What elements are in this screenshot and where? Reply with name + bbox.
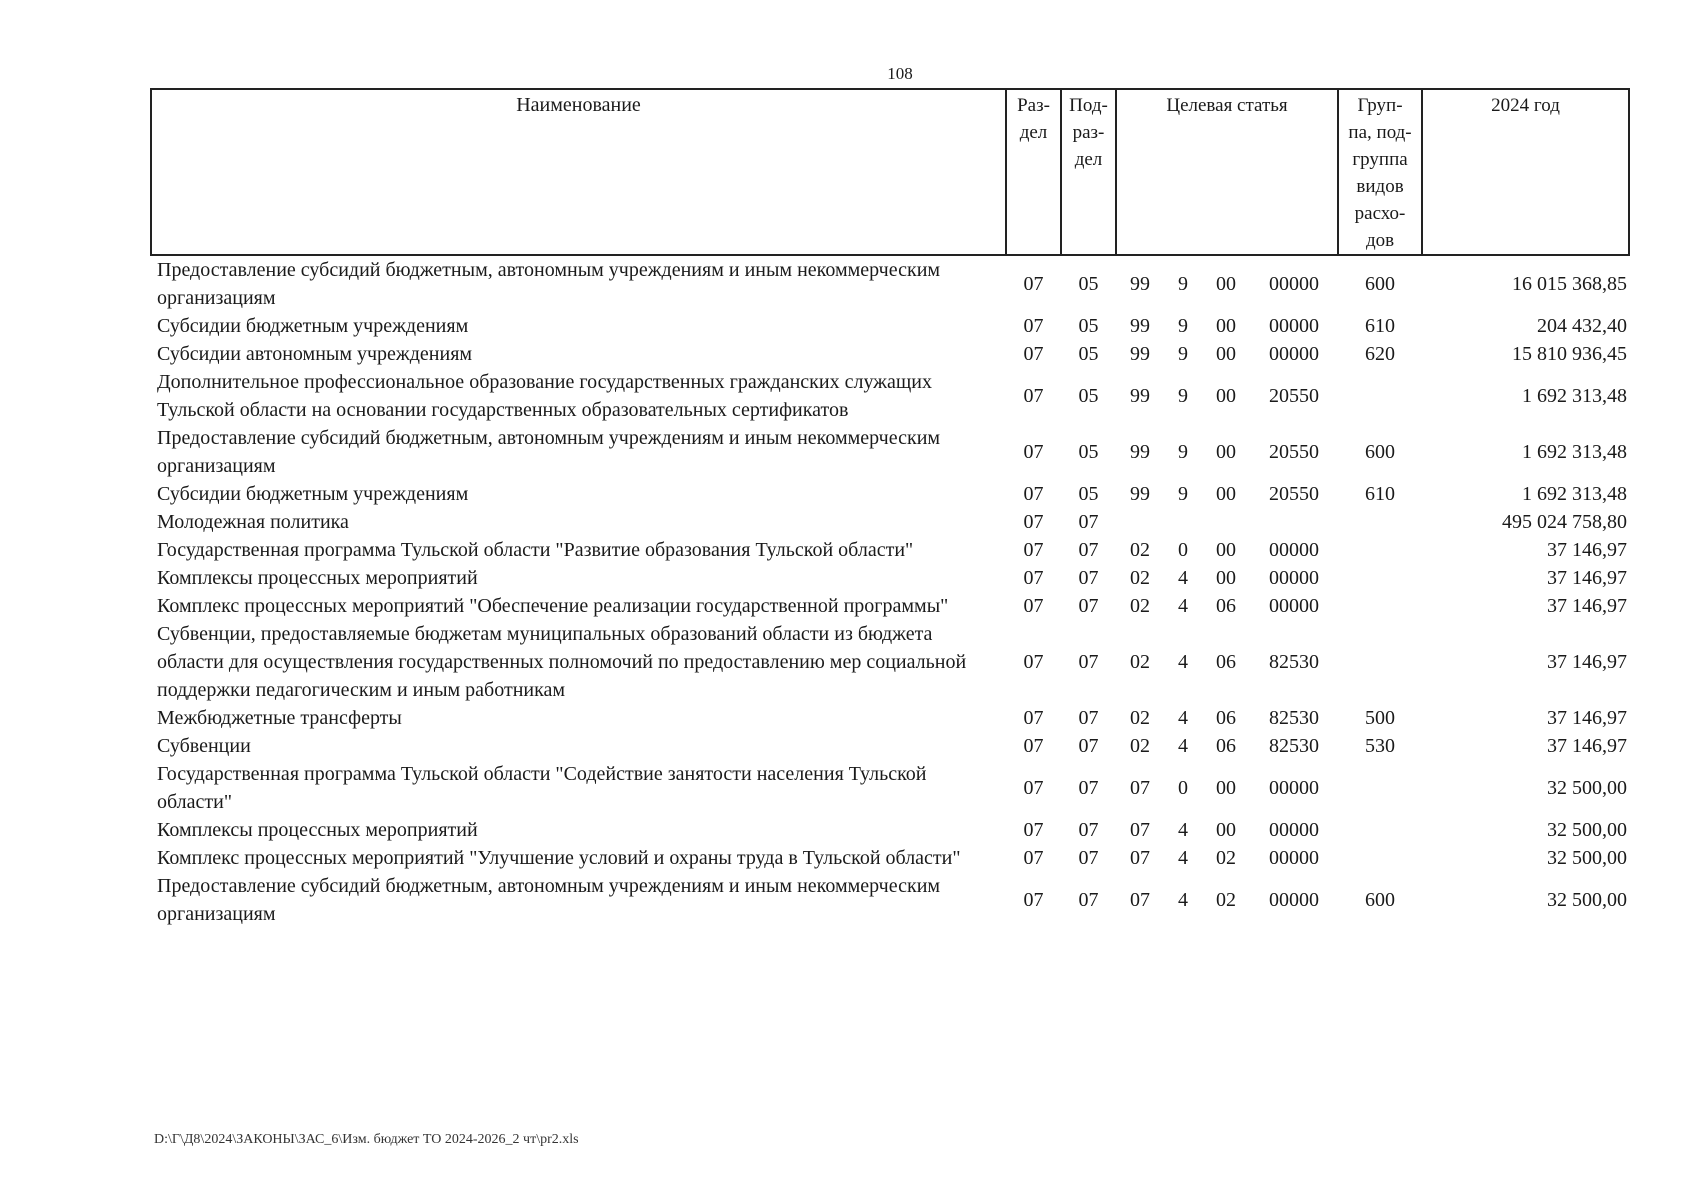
row-name: Молодежная политика: [157, 511, 349, 533]
row-amount: 37 146,97: [1547, 707, 1628, 729]
header-name-text: Наименование: [516, 94, 641, 116]
table-row: [151, 704, 1629, 732]
row-target-complex: 00: [1216, 273, 1236, 295]
row-target-complex: 00: [1216, 315, 1236, 337]
row-target-complex: 00: [1216, 343, 1236, 365]
row-target-program: 07: [1130, 777, 1150, 799]
header-year-text: 2024 год: [1491, 95, 1560, 116]
row-podrazdel: 05: [1078, 385, 1099, 407]
row-name: Предоставление субсидий бюджетным, автономным учреждениям и иным некоммерческим организациям: [157, 259, 941, 309]
row-group: [1338, 760, 1422, 816]
row-razdel: 07: [1023, 273, 1044, 295]
header-target-text: Целевая статья: [1166, 95, 1288, 116]
row-amount: 32 500,00: [1547, 889, 1628, 911]
row-group: [1338, 844, 1422, 872]
table-row: [151, 340, 1629, 368]
table-row: [151, 816, 1629, 844]
header-razdel-text: Раз- дел: [1017, 95, 1050, 143]
table-row: [151, 732, 1629, 760]
row-target-direction: 82530: [1269, 735, 1320, 757]
row-amount: 37 146,97: [1547, 595, 1628, 617]
row-podrazdel: 07: [1078, 567, 1099, 589]
row-razdel: 07: [1023, 343, 1044, 365]
row-razdel: 07: [1023, 511, 1044, 533]
row-amount: 495 024 758,80: [1502, 511, 1628, 533]
row-name: Субсидии автономным учреждениям: [157, 343, 473, 365]
table-row: [151, 255, 1629, 312]
row-target-program: 99: [1130, 483, 1150, 505]
row-target-direction: 00000: [1269, 847, 1320, 869]
row-target-program: 99: [1130, 343, 1150, 365]
row-target-direction: 20550: [1269, 385, 1320, 407]
row-target-program: 02: [1130, 651, 1150, 673]
row-razdel: 07: [1023, 847, 1044, 869]
row-amount: 32 500,00: [1547, 847, 1628, 869]
row-group: 610: [1365, 315, 1396, 337]
table-row: [151, 536, 1629, 564]
row-target-type: [1164, 508, 1202, 536]
row-target-direction: 00000: [1269, 273, 1320, 295]
row-target-direction: 00000: [1269, 539, 1320, 561]
header-name: [151, 89, 1006, 255]
table-row: [151, 424, 1629, 480]
row-target-complex: 00: [1216, 441, 1236, 463]
page-number: 108: [887, 64, 913, 83]
row-amount: 1 692 313,48: [1522, 483, 1628, 505]
table-row: [151, 312, 1629, 340]
row-razdel: 07: [1023, 735, 1044, 757]
row-group: [1338, 564, 1422, 592]
row-group: [1338, 508, 1422, 536]
header-target: [1116, 89, 1338, 255]
row-target-direction: 00000: [1269, 343, 1320, 365]
row-podrazdel: 07: [1078, 735, 1099, 757]
row-podrazdel: 07: [1078, 777, 1099, 799]
row-amount: 37 146,97: [1547, 567, 1628, 589]
row-podrazdel: 05: [1078, 273, 1099, 295]
row-razdel: 07: [1023, 315, 1044, 337]
table-header-row: [151, 89, 1629, 255]
row-razdel: 07: [1023, 889, 1044, 911]
row-podrazdel: 07: [1078, 651, 1099, 673]
row-podrazdel: 07: [1078, 707, 1099, 729]
row-target-type: 9: [1178, 385, 1188, 407]
row-name: Комплексы процессных мероприятий: [157, 819, 478, 841]
row-target-type: 4: [1178, 567, 1188, 589]
row-target-type: 0: [1178, 539, 1188, 561]
row-razdel: 07: [1023, 567, 1044, 589]
row-target-program: 02: [1130, 567, 1150, 589]
row-target-program: 99: [1130, 441, 1150, 463]
row-target-direction: 00000: [1269, 567, 1320, 589]
row-amount: 37 146,97: [1547, 735, 1628, 757]
row-name: Комплекс процессных мероприятий "Обеспечение реализации государственной программы": [157, 595, 949, 617]
row-target-complex: 00: [1216, 539, 1236, 561]
table-body: [151, 255, 1629, 928]
table-row: [151, 760, 1629, 816]
table-row: [151, 564, 1629, 592]
row-podrazdel: 05: [1078, 441, 1099, 463]
row-target-type: 4: [1178, 819, 1188, 841]
row-target-program: 07: [1130, 847, 1150, 869]
row-target-program: 02: [1130, 539, 1150, 561]
row-target-type: 9: [1178, 483, 1188, 505]
row-amount: 204 432,40: [1537, 315, 1628, 337]
row-name: Государственная программа Тульской области "Содействие занятости населения Тульской области": [157, 763, 927, 813]
row-group: 530: [1365, 735, 1396, 757]
row-target-complex: 06: [1216, 595, 1236, 617]
row-razdel: 07: [1023, 595, 1044, 617]
table-row: [151, 508, 1629, 536]
row-target-direction: [1250, 508, 1338, 536]
row-amount: 37 146,97: [1547, 539, 1628, 561]
row-group: [1338, 816, 1422, 844]
row-target-type: 4: [1178, 735, 1188, 757]
row-target-type: 9: [1178, 441, 1188, 463]
row-name: Государственная программа Тульской области "Развитие образования Тульской области": [157, 539, 914, 561]
row-group: [1338, 536, 1422, 564]
row-name: Субсидии бюджетным учреждениям: [157, 315, 469, 337]
row-target-program: 07: [1130, 889, 1150, 911]
row-amount: 16 015 368,85: [1512, 273, 1628, 295]
row-target-direction: 00000: [1269, 819, 1320, 841]
row-razdel: 07: [1023, 385, 1044, 407]
row-razdel: 07: [1023, 483, 1044, 505]
row-target-direction: 20550: [1269, 441, 1320, 463]
row-amount: 32 500,00: [1547, 819, 1628, 841]
row-target-complex: [1202, 508, 1250, 536]
table-row: [151, 620, 1629, 704]
row-target-direction: 82530: [1269, 707, 1320, 729]
row-group: 600: [1365, 889, 1396, 911]
row-target-direction: 20550: [1269, 483, 1320, 505]
row-razdel: 07: [1023, 777, 1044, 799]
row-target-program: 02: [1130, 707, 1150, 729]
row-amount: 32 500,00: [1547, 777, 1628, 799]
row-group: [1338, 620, 1422, 704]
row-name: Субвенции, предоставляемые бюджетам муниципальных образований области из бюджета области для осуществления государственных полномочий по предоставлению мер социальной поддержки педагогическим и иным работникам: [157, 623, 967, 701]
row-target-type: 9: [1178, 273, 1188, 295]
table-row: [151, 480, 1629, 508]
row-podrazdel: 05: [1078, 343, 1099, 365]
row-podrazdel: 07: [1078, 847, 1099, 869]
row-target-direction: 00000: [1269, 777, 1320, 799]
row-podrazdel: 07: [1078, 511, 1099, 533]
row-razdel: 07: [1023, 441, 1044, 463]
row-target-type: 4: [1178, 847, 1188, 869]
header-year: [1422, 89, 1629, 255]
budget-table: [150, 88, 1630, 928]
row-target-type: 4: [1178, 889, 1188, 911]
row-razdel: 07: [1023, 651, 1044, 673]
row-name: Субвенции: [157, 735, 251, 757]
header-podrazdel-text: Под- раз- дел: [1069, 95, 1108, 170]
row-target-type: 4: [1178, 707, 1188, 729]
file-path: D:\Г\Д8\2024\ЗАКОНЫ\ЗАС_6\Изм. бюджет ТО 2024-2026_2 чт\pr2.xls: [154, 1132, 579, 1147]
table-row: [151, 368, 1629, 424]
row-target-program: 99: [1130, 315, 1150, 337]
row-group: 600: [1365, 441, 1396, 463]
row-podrazdel: 05: [1078, 315, 1099, 337]
row-razdel: 07: [1023, 707, 1044, 729]
row-name: Комплексы процессных мероприятий: [157, 567, 478, 589]
header-group: [1338, 89, 1422, 255]
table-row: [151, 592, 1629, 620]
row-group: 610: [1365, 483, 1396, 505]
row-target-type: 4: [1178, 595, 1188, 617]
row-group: 620: [1365, 343, 1396, 365]
row-amount: 15 810 936,45: [1512, 343, 1628, 365]
row-target-program: 99: [1130, 273, 1150, 295]
row-group: [1338, 592, 1422, 620]
row-target-program: 99: [1130, 385, 1150, 407]
row-target-program: [1116, 508, 1164, 536]
row-razdel: 07: [1023, 539, 1044, 561]
row-podrazdel: 07: [1078, 595, 1099, 617]
row-amount: 1 692 313,48: [1522, 441, 1628, 463]
table-row: [151, 872, 1629, 928]
row-target-complex: 02: [1216, 847, 1236, 869]
row-group: 600: [1365, 273, 1396, 295]
row-target-complex: 00: [1216, 819, 1236, 841]
row-name: Предоставление субсидий бюджетным, автономным учреждениям и иным некоммерческим организациям: [157, 875, 941, 925]
row-group: 500: [1365, 707, 1396, 729]
header-podrazdel: [1061, 89, 1116, 255]
row-podrazdel: 07: [1078, 889, 1099, 911]
row-target-direction: 82530: [1269, 651, 1320, 673]
row-group: [1338, 368, 1422, 424]
row-target-program: 02: [1130, 735, 1150, 757]
row-name: Субсидии бюджетным учреждениям: [157, 483, 469, 505]
header-razdel: [1006, 89, 1061, 255]
row-name: Комплекс процессных мероприятий "Улучшение условий и охраны труда в Тульской области": [157, 847, 961, 869]
row-target-direction: 00000: [1269, 315, 1320, 337]
row-target-complex: 06: [1216, 735, 1236, 757]
row-name: Межбюджетные трансферты: [157, 707, 402, 729]
row-target-complex: 06: [1216, 651, 1236, 673]
row-target-direction: 00000: [1269, 595, 1320, 617]
row-name: Предоставление субсидий бюджетным, автономным учреждениям и иным некоммерческим организациям: [157, 427, 941, 477]
row-target-complex: 00: [1216, 777, 1236, 799]
row-target-complex: 00: [1216, 385, 1236, 407]
row-target-complex: 06: [1216, 707, 1236, 729]
row-podrazdel: 05: [1078, 483, 1099, 505]
row-target-type: 0: [1178, 777, 1188, 799]
row-podrazdel: 07: [1078, 539, 1099, 561]
row-podrazdel: 07: [1078, 819, 1099, 841]
row-razdel: 07: [1023, 819, 1044, 841]
row-amount: 1 692 313,48: [1522, 385, 1628, 407]
row-target-direction: 00000: [1269, 889, 1320, 911]
row-target-type: 4: [1178, 651, 1188, 673]
table-row: [151, 844, 1629, 872]
row-target-complex: 00: [1216, 483, 1236, 505]
row-target-program: 07: [1130, 819, 1150, 841]
row-name: Дополнительное профессиональное образование государственных гражданских служащих Тульской области на основании государственных образовательных сертификатов: [157, 371, 932, 421]
row-target-type: 9: [1178, 315, 1188, 337]
row-target-type: 9: [1178, 343, 1188, 365]
row-amount: 37 146,97: [1547, 651, 1628, 673]
row-target-complex: 00: [1216, 567, 1236, 589]
row-target-program: 02: [1130, 595, 1150, 617]
row-target-complex: 02: [1216, 889, 1236, 911]
header-group-text: Груп- па, под- группа видов расхо- дов: [1348, 95, 1412, 251]
